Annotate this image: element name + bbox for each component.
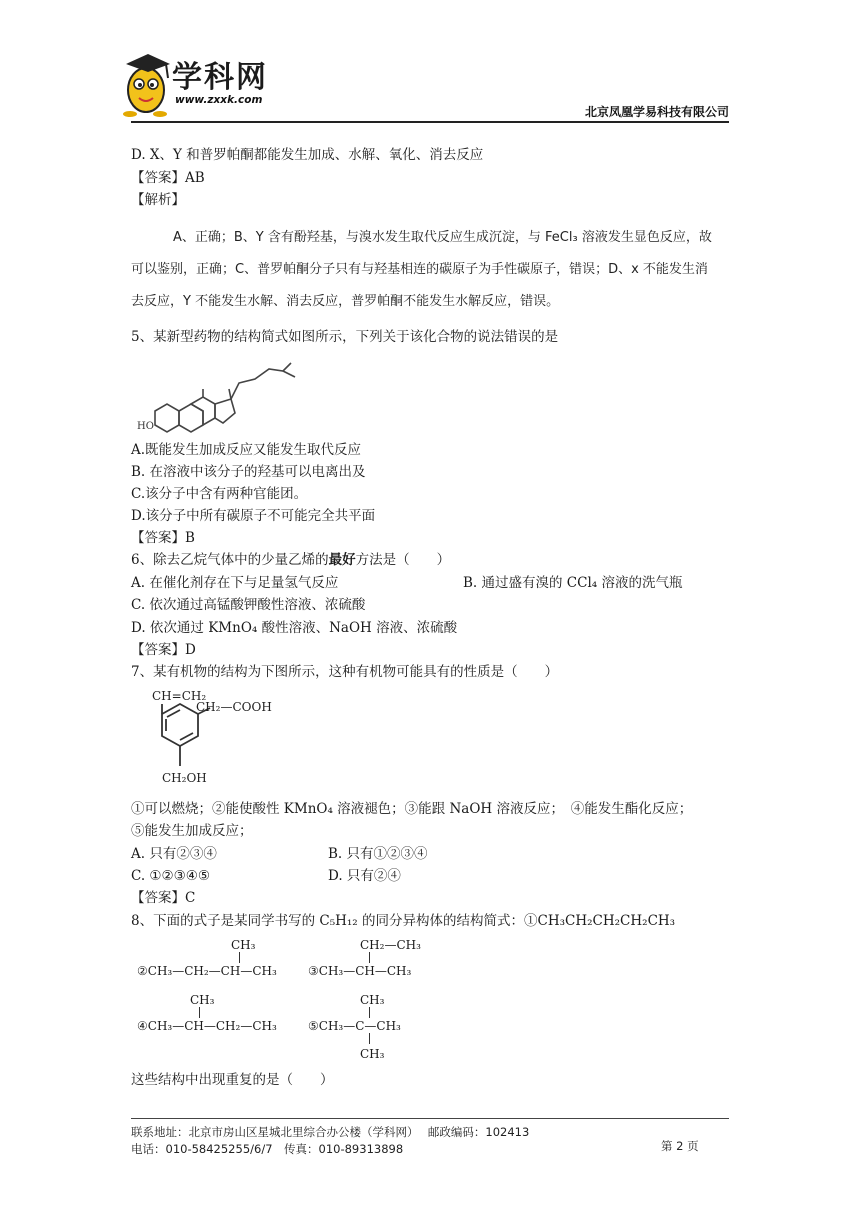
q4-analysis xyxy=(131,222,731,318)
q8-s2-top: CH₃ xyxy=(231,938,256,952)
q7-label-bottom: CH₂OH xyxy=(162,771,207,785)
q4-option-d: D. X、Y 和普罗帕酮都能发生加成、水解、氧化、消去反应 xyxy=(131,147,484,163)
q8-s5-top: CH₃ xyxy=(360,993,385,1007)
page-number: 第 2 页 xyxy=(661,1139,699,1153)
footer-phone: 电话：010-58425255/6/7 传真：010-89313898 xyxy=(131,1142,404,1156)
logo xyxy=(120,50,295,120)
header-divider xyxy=(131,121,729,123)
q4-answer: 【答案】AB xyxy=(131,170,205,186)
q6-option-d: D. 依次通过 KMnO₄ 酸性溶液、NaOH 溶液、浓硫酸 xyxy=(131,620,458,636)
logo-text: 学科网 xyxy=(172,60,268,95)
q8-s4-main: ④CH₃—CH—CH₂—CH₃ xyxy=(137,1019,277,1033)
q7-option-d: D. 只有②④ xyxy=(328,868,401,884)
q7-props-line2: ⑤能发生加成反应； xyxy=(131,823,253,839)
company-name: 北京凤凰学易科技有限公司 xyxy=(584,105,729,119)
mascot-icon xyxy=(120,50,176,118)
q5-answer: 【答案】B xyxy=(131,530,195,546)
footer-divider xyxy=(131,1118,729,1119)
q6-option-c: C. 依次通过高锰酸钾酸性溶液、浓硫酸 xyxy=(131,597,366,613)
q5-option-a: A.既能发生加成反应又能发生取代反应 xyxy=(131,442,362,458)
bond-line xyxy=(369,1033,370,1044)
q7-label-top: CH=CH₂ xyxy=(152,689,207,703)
q7-stem: 7、某有机物的结构为下图所示，这种有机物可能具有的性质是（ ） xyxy=(131,664,559,680)
q8-s4-top: CH₃ xyxy=(190,993,215,1007)
q8-s3-main: ③CH₃—CH—CH₃ xyxy=(308,964,412,978)
q8-s2-main: ②CH₃—CH₂—CH—CH₃ xyxy=(137,964,277,978)
q7-props-line1: ①可以燃烧；②能使酸性 KMnO₄ 溶液褪色；③能跟 NaOH 溶液反应； ④能发生酯化反应； xyxy=(131,801,693,817)
steroid-structure-image xyxy=(135,349,315,435)
q4-analysis-label: 【解析】 xyxy=(131,192,185,208)
q7-structure-image xyxy=(140,686,280,790)
q6-answer: 【答案】D xyxy=(131,642,196,658)
q7-label-side: CH₂—COOH xyxy=(196,700,272,714)
q6-stem xyxy=(131,551,450,569)
q8-s3-top: CH₂—CH₃ xyxy=(360,938,421,952)
analysis-line: A、正确；B、Y 含有酚羟基，与溴水发生取代反应生成沉淀，与 FeCl₃ 溶液发生显色反应，故 xyxy=(173,230,712,245)
q8-stem: 8、下面的式子是某同学书写的 C₅H₁₂ 的同分异构体的结构简式：①CH₃CH₂CH₂CH₂CH₃ xyxy=(131,913,676,929)
footer-address: 联系地址：北京市房山区星城北里综合办公楼（学科网） 邮政编码：102413 xyxy=(131,1125,530,1139)
q8-s5-main: ⑤CH₃—C—CH₃ xyxy=(308,1019,401,1033)
q8-s5-bottom: CH₃ xyxy=(360,1047,385,1061)
q6-option-a: A. 在催化剂存在下与足量氢气反应 xyxy=(131,575,339,591)
ho-label: HO xyxy=(137,421,154,432)
q5-option-d: D.该分子中所有碳原子不可能完全共平面 xyxy=(131,508,376,524)
q6-option-b: B. 通过盛有溴的 CCl₄ 溶液的洗气瓶 xyxy=(463,575,683,591)
analysis-line: 去反应，Y 不能发生水解、消去反应，普罗帕酮不能发生水解反应，错误。 xyxy=(131,294,560,309)
q8-question: 这些结构中出现重复的是（ ） xyxy=(131,1072,334,1088)
q6-stem-bold: 最好 xyxy=(328,552,356,568)
q5-option-b: B. 在溶液中该分子的羟基可以电离出及 xyxy=(131,464,366,480)
analysis-line: 可以鉴别，正确；C、普罗帕酮分子只有与羟基相连的碳原子为手性碳原子，错误；D、x 不能发生消 xyxy=(131,262,708,277)
q6-stem-post: 方法是（ ） xyxy=(355,552,451,568)
q6-stem-pre: 6、除去乙烷气体中的少量乙烯的 xyxy=(131,552,329,568)
q7-option-a: A. 只有②③④ xyxy=(131,846,217,862)
q7-option-b: B. 只有①②③④ xyxy=(328,846,428,862)
q7-answer: 【答案】C xyxy=(131,890,196,906)
q5-stem: 5、某新型药物的结构简式如图所示，下列关于该化合物的说法错误的是 xyxy=(131,329,559,345)
q7-option-c: C. ①②③④⑤ xyxy=(131,868,210,884)
q5-option-c: C.该分子中含有两种官能团。 xyxy=(131,486,308,502)
logo-url: www.zxxk.com xyxy=(175,94,263,106)
